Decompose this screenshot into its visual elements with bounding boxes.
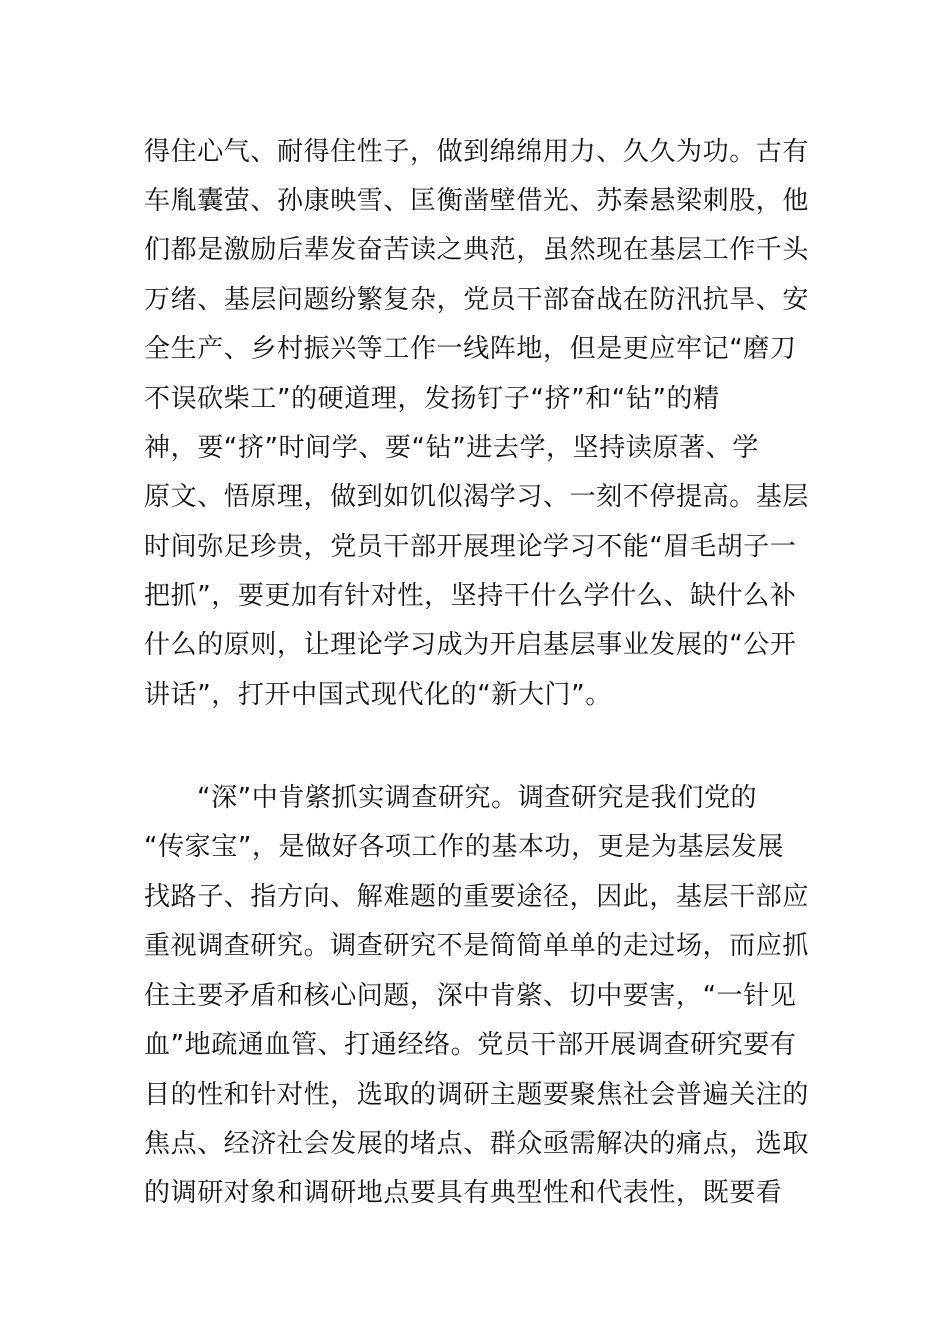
paragraph-2-line-4: 重视调查研究。调查研究不是简简单单的走过场，而应抓 xyxy=(144,931,810,961)
paragraph-2-line-3: 找路子、指方向、解难题的重要途径，因此，基层干部应 xyxy=(144,882,810,912)
paragraph-2-line-2: “传家宝”，是做好各项工作的基本功，更是为基层发展 xyxy=(144,832,784,862)
paragraph-1-line-12: 讲话”，打开中国式现代化的“新大门”。 xyxy=(144,680,612,710)
paragraph-1-line-7: 神，要“挤”时间学、要“钻”进去学，坚持读原著、学 xyxy=(144,433,759,463)
paragraph-2-line-8: 焦点、经济社会发展的堵点、群众亟需解决的痛点，选取 xyxy=(144,1129,810,1159)
paragraph-1-line-4: 万绪、基层问题纷繁复杂，党员干部奋战在防汛抗旱、安 xyxy=(144,285,810,315)
paragraph-1-line-3: 们都是激励后辈发奋苦读之典范，虽然现在基层工作千头 xyxy=(144,235,810,265)
paragraph-2-line-7: 目的性和针对性，选取的调研主题要聚焦社会普遍关注的 xyxy=(144,1080,810,1110)
paragraph-1-line-10: 把抓”，要更加有针对性，坚持干什么学什么、缺什么补 xyxy=(144,581,797,611)
paragraph-1-line-1: 得住心气、耐得住性子，做到绵绵用力、久久为功。古有 xyxy=(144,137,810,167)
paragraph-1-line-8: 原文、悟原理，做到如饥似渴学习、一刻不停提高。基层 xyxy=(144,482,810,512)
paragraph-1-line-5: 全生产、乡村振兴等工作一线阵地，但是更应牢记“磨刀 xyxy=(144,334,797,364)
paragraph-1-line-11: 什么的原则，让理论学习成为开启基层事业发展的“公开 xyxy=(144,630,797,660)
paragraph-2-line-1: “深”中肯綮抓实调查研究。调查研究是我们党的 xyxy=(197,783,758,813)
paragraph-1-line-9: 时间弥足珍贵，党员干部开展理论学习不能“眉毛胡子一 xyxy=(144,532,797,562)
paragraph-2-line-5: 住主要矛盾和核心问题，深中肯綮、切中要害，“一针见 xyxy=(144,981,797,1011)
paragraph-2-line-6: 血”地疏通血管、打通经络。党员干部开展调查研究要有 xyxy=(144,1030,797,1060)
paragraph-2-line-9: 的调研对象和调研地点要具有典型性和代表性，既要看 xyxy=(144,1178,783,1208)
paragraph-1-line-2: 车胤囊萤、孙康映雪、匡衡凿壁借光、苏秦悬梁刺股，他 xyxy=(144,186,810,216)
paragraph-1-line-6: 不误砍柴工”的硬道理，发扬钉子“挤”和“钻”的精 xyxy=(144,384,720,414)
